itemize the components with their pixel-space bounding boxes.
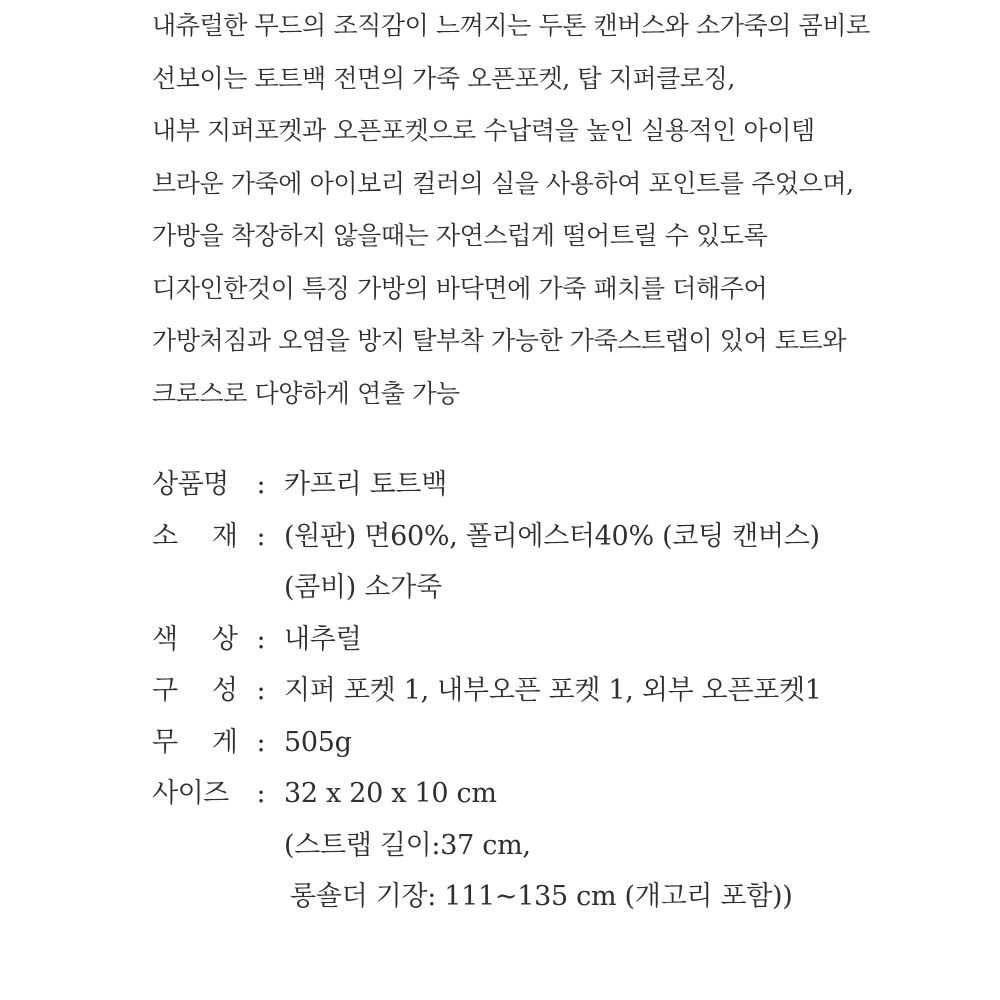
spec-value-name: 카프리 토트백 xyxy=(284,469,447,500)
spec-row-material xyxy=(152,511,982,614)
spec-row-color xyxy=(152,614,982,666)
description-line: 디자인한것이 특징 가방의 바닥면에 가죽 패치를 더해주어 xyxy=(152,273,768,303)
spec-values-composition xyxy=(284,665,982,717)
spec-colon: : xyxy=(256,469,266,500)
spec-value-composition: 지퍼 포켓 1, 내부오픈 포켓 1, 외부 오픈포켓1 xyxy=(284,675,822,706)
spec-colon: : xyxy=(256,520,266,552)
description-line: 크로스로 다양하게 연출 가능 xyxy=(152,378,460,408)
spec-row-weight xyxy=(152,717,982,769)
spec-values-color xyxy=(284,614,982,666)
product-description xyxy=(152,0,972,420)
spec-value-size-long-shoulder: 롱숄더 기장: 111~135 cm (개고리 포함)) xyxy=(290,881,793,912)
spec-row-size xyxy=(152,768,982,923)
spec-label-weight xyxy=(152,717,238,769)
spec-row-composition xyxy=(152,665,982,717)
spec-colon: : xyxy=(256,726,266,758)
description-line: 가방을 착장하지 않을때는 자연스럽게 떨어트릴 수 있도록 xyxy=(152,221,768,250)
description-line: 브라운 가죽에 아이보리 컬러의 실을 사용하여 포인트를 주었으며, xyxy=(152,168,854,198)
product-specs xyxy=(152,459,982,923)
spec-value-material-main: (원판) 면60%, 폴리에스터40% (코팅 캔버스) xyxy=(284,520,820,552)
spec-label-char: 색 xyxy=(152,623,179,655)
spec-label-char: 무 xyxy=(152,726,179,758)
description-line: 선보이는 토트백 전면의 가죽 오픈포켓, 탑 지퍼클로징, xyxy=(152,63,735,93)
spec-label-composition xyxy=(152,665,238,717)
spec-value-weight: 505g xyxy=(284,726,352,758)
spec-label-char: 소 xyxy=(152,520,179,552)
spec-colon: : xyxy=(256,623,266,655)
description-line: 내츄럴한 무드의 조직감이 느껴지는 두톤 캔버스와 소가죽의 콤비로 xyxy=(152,11,870,40)
spec-label-char: 게 xyxy=(211,726,238,758)
spec-value-color: 내추럴 xyxy=(284,623,362,655)
spec-colon: : xyxy=(256,675,266,706)
spec-values-material xyxy=(284,511,982,614)
spec-label-char: 성 xyxy=(211,675,238,706)
spec-label-size: 사이즈 xyxy=(152,778,229,809)
spec-row-name xyxy=(152,459,982,511)
spec-label-material xyxy=(152,511,238,563)
spec-colon: : xyxy=(256,778,266,809)
spec-value-size-strap: (스트랩 길이:37 cm, xyxy=(284,829,531,861)
spec-label-char: 상 xyxy=(211,623,238,655)
description-line: 가방처짐과 오염을 방지 탈부착 가능한 가죽스트랩이 있어 토트와 xyxy=(152,326,847,355)
spec-values-size xyxy=(284,768,982,923)
spec-label-char: 재 xyxy=(211,520,238,552)
spec-values-name xyxy=(284,459,982,511)
spec-label-color xyxy=(152,614,238,666)
spec-label-name: 상품명 xyxy=(152,469,229,500)
spec-value-size-dimensions: 32 x 20 x 10 cm xyxy=(284,778,497,809)
spec-values-weight xyxy=(284,717,982,769)
spec-label-char: 구 xyxy=(152,675,179,706)
description-line: 내부 지퍼포켓과 오픈포켓으로 수납력을 높인 실용적인 아이템 xyxy=(152,116,815,145)
spec-value-material-combi: (콤비) 소가죽 xyxy=(284,572,442,603)
